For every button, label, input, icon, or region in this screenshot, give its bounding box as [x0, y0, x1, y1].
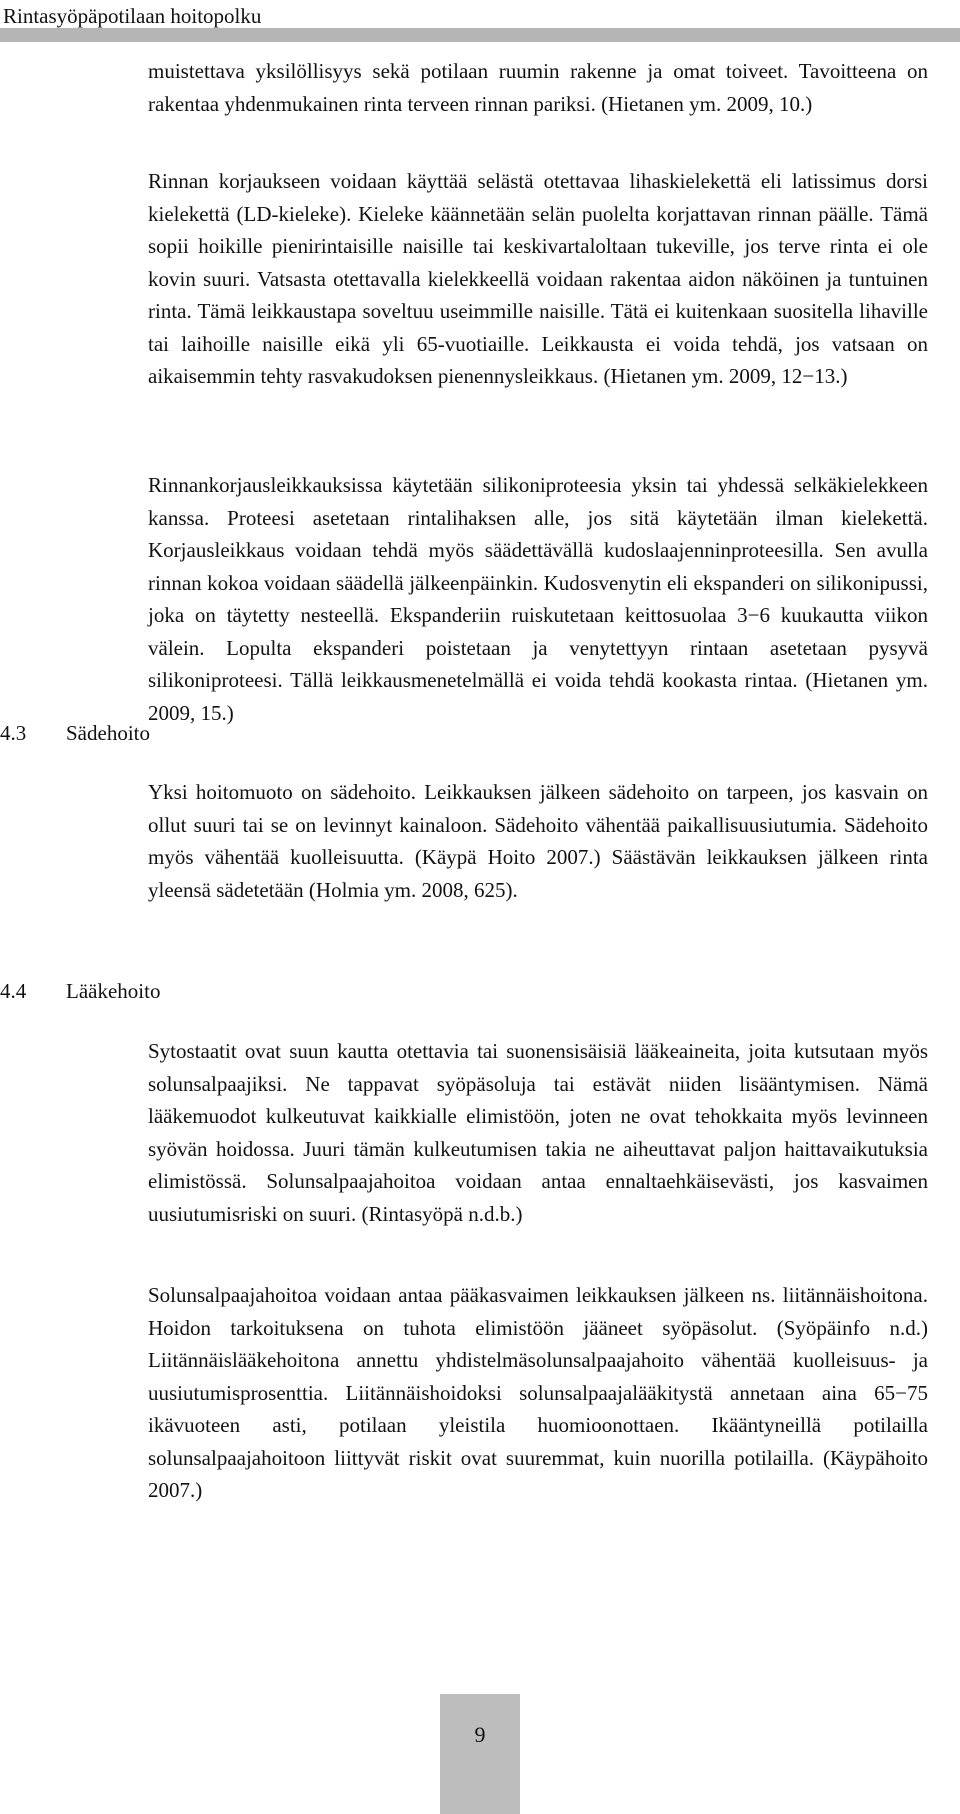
paragraph-cytostatics — [148, 1035, 928, 1230]
paragraph: Solunsalpaajahoitoa voidaan antaa pääkasvaimen leikkauksen jälkeen ns. liitännäishoitona. Hoidon tarkoituksena on tuhota elimistöön jääneet syöpäsolut. (Syöpäinfo n.d.) Liitännäislääkehoitona annettu yhdistelmäsolunsalpaajahoito vähentää kuolleisuus- ja uusiutumisprosenttia. Liitännäishoidoksi solunsalpaajalääkitystä annetaan aina 65−75 ikävuoteen asti, potilaan yleistila huomioonottaen. Ikääntyneillä potilailla solunsalpaajahoitoon liittyvät riskit ovat suuremmat, kuin nuorilla potilailla. (Käypähoito 2007.) — [148, 1283, 928, 1502]
section-title: Sädehoito — [66, 721, 150, 745]
document-title: Rintasyöpäpotilaan hoitopolku — [3, 4, 262, 28]
paragraph-silicone-prosthesis — [148, 469, 928, 729]
section-number: 4.4 — [0, 979, 27, 1003]
section-heading-radiotherapy — [0, 717, 150, 749]
paragraph: muistettava yksilöllisyys sekä potilaan ruumin rakenne ja omat toiveet. Tavoitteena on rakentaa yhdenmukainen rinta terveen rinnan pariksi. (Hietanen ym. 2009, 10.) — [148, 59, 928, 116]
paragraph: Rinnan korjaukseen voidaan käyttää selästä otettavaa lihaskielekettä eli latissimus dorsi kielekettä (LD-kieleke). Kieleke käännetään selän puolelta korjattavan rinnan päälle. Tämä sopii hoikille pienirintaisille naisille tai keskivartaloltaan tukeville, jos terve rinta ei ole kovin suuri. Vatsasta otettavalla kielekkeellä voidaan rakentaa aidon näköinen ja tuntuinen rinta. Tämä leikkaustapa soveltuu useimmille naisille. Tätä ei kuitenkaan suositella lihaville tai laihoille naisille eikä yli 65-vuotiaille. Leikkausta ei voida tehdä, jos vatsaan on aikaisemmin tehty rasvakudoksen pienennysleikkaus. (Hietanen ym. 2009, 12−13.) — [148, 169, 928, 388]
paragraph: Sytostaatit ovat suun kautta otettavia tai suonensisäisiä lääkeaineita, joita kutsutaan myös solunsalpaajiksi. Ne tappavat syöpäsoluja tai estävät niiden lisääntymisen. Nämä lääkemuodot kulkeutuvat kaikkialle elimistöön, joten ne ovat tehokkaita myös levinneen syövän hoidossa. Juuri tämän kulkeutumisen takia ne aiheuttavat paljon haittavaikutuksia elimistössä. Solunsalpaajahoitoa voidaan antaa ennaltaehkäisevästi, jos kasvaimen uusiutumisriski on suuri. (Rintasyöpä n.d.b.) — [148, 1039, 928, 1226]
paragraph-radiotherapy — [148, 776, 928, 906]
page-number: 9 — [474, 1722, 486, 1747]
running-header — [0, 0, 960, 44]
header-rule — [0, 28, 960, 42]
section-title: Lääkehoito — [66, 979, 161, 1003]
section-number: 4.3 — [0, 721, 27, 745]
paragraph: Rinnankorjausleikkauksissa käytetään silikoniproteesia yksin tai yhdessä selkäkielekkeen kanssa. Proteesi asetetaan rintalihaksen alle, jos sitä käytetään ilman kielekettä. Korjausleikkaus voidaan tehdä myös säädettävällä kudoslaajenninproteesilla. Sen avulla rinnan kokoa voidaan säädellä jälkeenpäinkin. Kudosvenytin eli ekspanderi on silikonipussi, joka on täytetty nesteellä. Ekspanderiin ruiskutetaan keittosuolaa 3−6 kuukautta viikon välein. Lopulta ekspanderi poistetaan ja venytettyyn rintaan asetetaan pysyvä silikoniproteesi. Tällä leikkausmenetelmällä ei voida tehdä kookasta rintaa. (Hietanen ym. 2009, 15.) — [148, 473, 928, 725]
paragraph: Yksi hoitomuoto on sädehoito. Leikkauksen jälkeen sädehoito on tarpeen, jos kasvain on ollut suuri tai se on levinnyt kainaloon. Sädehoito vähentää paikallisuusiutumia. Sädehoito myös vähentää kuolleisuutta. (Käypä Hoito 2007.) Säästävän leikkauksen jälkeen rinta yleensä sädetetään (Holmia ym. 2008, 625). — [148, 780, 928, 902]
page-number-box — [440, 1694, 520, 1814]
paragraph-adjuvant-therapy — [148, 1279, 928, 1507]
section-heading-drug-therapy — [0, 975, 160, 1007]
paragraph-ld-flap — [148, 165, 928, 393]
paragraph-reconstruction-goals — [148, 55, 928, 120]
